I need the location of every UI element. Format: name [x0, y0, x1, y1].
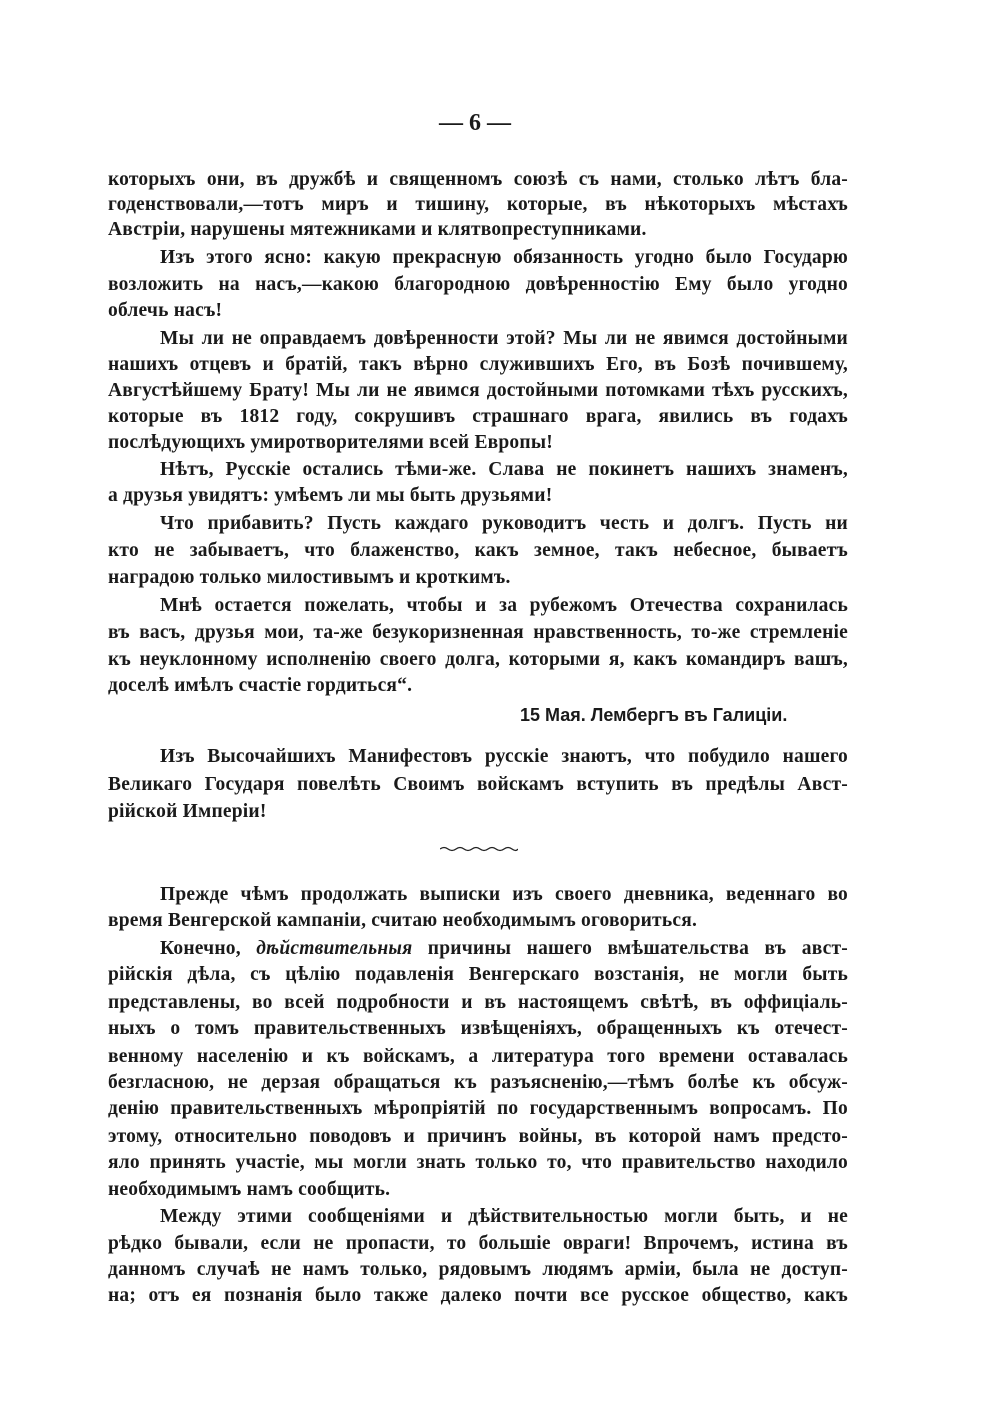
text-line: а друзья увидятъ: умѣемъ ли мы быть друзьями! [108, 485, 553, 506]
text-line: кто не забываетъ, что блаженство, какъ земное, такъ небесное, бываетъ [108, 540, 848, 561]
text-line: къ неуклонному исполненію своего долга, которыми я, какъ командиръ вашъ, [108, 649, 848, 670]
text-line: Австріи, нарушены мятежниками и клятвопреступниками. [108, 219, 647, 240]
text-line: которыхъ они, въ дружбѣ и священномъ союзѣ съ нами, столько лѣтъ бла- [108, 169, 848, 190]
text-line: Великаго Государя повелѣть Своимъ войскамъ вступить въ предѣлы Авст- [108, 774, 848, 795]
text-line: яло принять участіе, мы могли знать только то, что правительство находило [108, 1152, 848, 1173]
text-line: Изъ этого ясно: какую прекрасную обязанность угодно было Государю [160, 247, 848, 268]
text-line: рійской Имперіи! [108, 801, 267, 822]
text-segment: Конечно, [160, 938, 257, 959]
text-line: наградою только милостивымъ и кроткимъ. [108, 567, 511, 588]
ornamental-divider [440, 846, 518, 852]
text-line: рійскія дѣла, съ цѣлію подавленія Венгерскаго возстанія, не могли быть [108, 964, 848, 985]
text-line: венному населенію и къ войскамъ, а литература того времени оставалась [108, 1046, 848, 1067]
text-line: облечь насъ! [108, 300, 223, 321]
text-line: Изъ Высочайшихъ Манифестовъ русскіе знаютъ, что побудило нашего [160, 746, 848, 767]
text-line: Прежде чѣмъ продолжать выписки изъ своего дневника, веденнаго во [160, 884, 848, 905]
text-line: денію правительственныхъ мѣропріятій по государственнымъ вопросамъ. По [108, 1098, 848, 1119]
text-line: годенствовали,—тотъ миръ и тишину, которые, въ нѣкоторыхъ мѣстахъ [108, 194, 848, 215]
text-line: доселѣ имѣлъ счастіе гордиться“. [108, 675, 413, 696]
emphasized-word: дѣйствительныя [256, 938, 413, 959]
text-segment: причины нашего вмѣшательства въ авст- [412, 938, 848, 959]
text-line: которые въ 1812 году, сокрушивъ страшнаго врага, явились въ годахъ [108, 406, 848, 427]
text-line: послѣдующихъ умиротворителями всей Европы! [108, 432, 553, 453]
text-line: Что прибавить? Пусть каждаго руководитъ честь и долгъ. Пусть ни [160, 513, 848, 534]
section-heading: 15 Мая. Лембергъ въ Галиціи. [520, 705, 788, 725]
text-line: въ васъ, друзья мои, та-же безукоризненная нравственность, то-же стремленіе [108, 622, 848, 643]
text-line: рѣдко бывали, если не пропасти, то большіе овраги! Впрочемъ, истина въ [108, 1233, 848, 1254]
text-line [160, 937, 848, 961]
text-line: данномъ случаѣ не намъ только, рядовымъ людямъ арміи, была не доступ- [108, 1259, 848, 1280]
text-line: необходимымъ намъ сообщить. [108, 1179, 391, 1200]
text-line: возложить на насъ,—какою благородною довѣренностію Ему было угодно [108, 274, 848, 295]
text-line: Мы ли не оправдаемъ довѣренности этой? Мы ли не явимся достойными [160, 328, 848, 349]
text-line: нашихъ отцевъ и братій, такъ вѣрно служившихъ Его, въ Бозѣ почившему, [108, 354, 848, 375]
text-line: представлены, во всей подробности и въ настоящемъ свѣтѣ, въ оффиціаль- [108, 992, 848, 1013]
text-line: Мнѣ остается пожелать, чтобы и за рубежомъ Отечества сохранилась [160, 595, 848, 616]
text-line: на; отъ ея познанія было также далеко почти все русское общество, какъ [108, 1285, 848, 1306]
text-line: безгласною, не дерзая обращаться къ разъясненію,—тѣмъ болѣе къ обсуж- [108, 1072, 848, 1093]
text-line: Нѣтъ, Русскіе остались тѣми-же. Слава не покинетъ нашихъ знаменъ, [160, 459, 848, 480]
text-line: Августѣйшему Брату! Мы ли не явимся достойными потомками тѣхъ русскихъ, [108, 380, 848, 401]
text-line: этому, относительно поводовъ и причинъ войны, въ которой намъ предсто- [108, 1126, 848, 1147]
text-line: Между этими сообщеніями и дѣйствительностью могли быть, и не [160, 1206, 848, 1227]
page-number: — 6 — [439, 110, 511, 136]
text-line: время Венгерской кампаніи, считаю необходимымъ оговориться. [108, 910, 698, 931]
text-line: ныхъ о томъ правительственныхъ извѣщеніяхъ, обращенныхъ къ отечест- [108, 1018, 848, 1039]
